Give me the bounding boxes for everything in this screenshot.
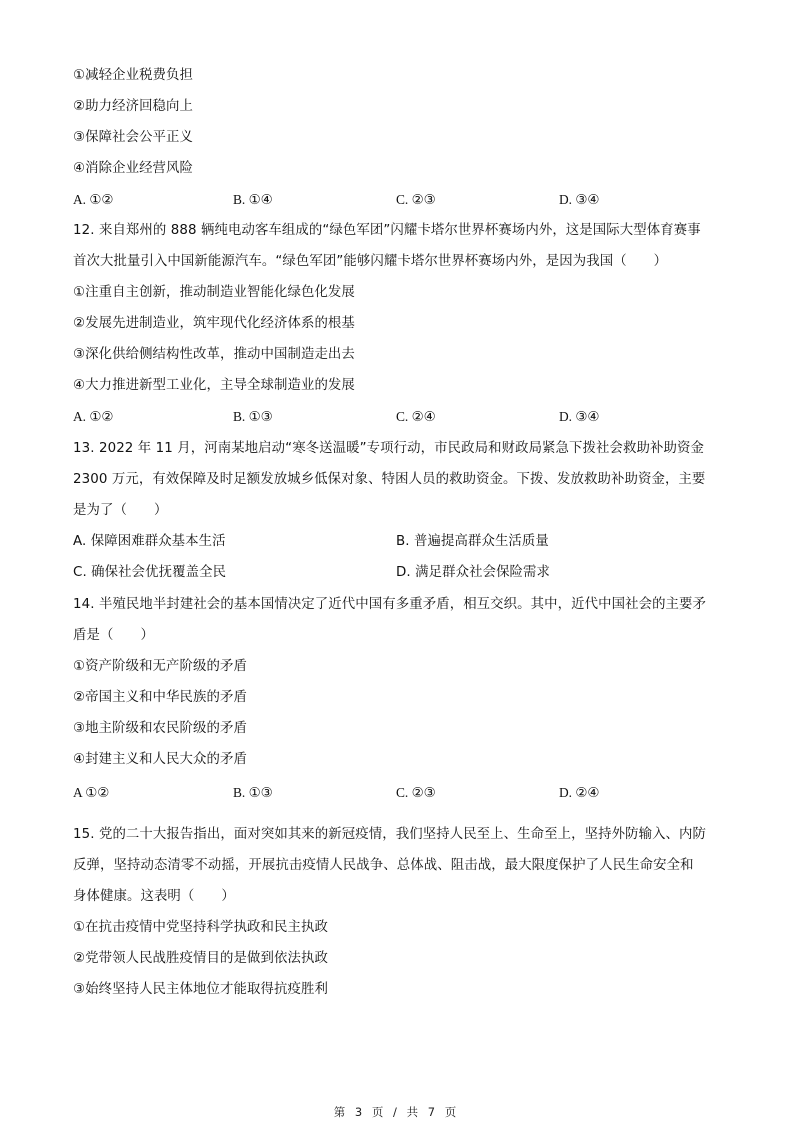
q13-option-c: C. 确保社会优抚覆盖全民 xyxy=(73,565,227,580)
q13-option-d: D. 满足群众社会保险需求 xyxy=(396,565,551,580)
q14-options xyxy=(73,784,733,802)
q14-option-d: D. ②④ xyxy=(559,785,600,800)
q12-option-a: A. ①② xyxy=(73,409,114,424)
q14-item-2: ②帝国主义和中华民族的矛盾 xyxy=(73,690,247,705)
q12-item-3: ③深化供给侧结构性改革，推动中国制造走出去 xyxy=(73,347,355,362)
q11-option-a: A. ①② xyxy=(73,192,114,207)
q15-item-1: ①在抗击疫情中党坚持科学执政和民主执政 xyxy=(73,920,328,935)
q11-option-d: D. ③④ xyxy=(559,192,600,207)
q14-stem-line-1: 14. 半殖民地半封建社会的基本国情决定了近代中国有多重矛盾，相互交织。其中，近代中国社会的主要矛 xyxy=(73,597,707,612)
q11-options xyxy=(73,191,733,209)
q15-item-2: ②党带领人民战胜疫情目的是做到依法执政 xyxy=(73,951,328,966)
q14-item-1: ①资产阶级和无产阶级的矛盾 xyxy=(73,659,247,674)
q13-option-b: B. 普遍提高群众生活质量 xyxy=(396,534,549,549)
q11-item-2: ②助力经济回稳向上 xyxy=(73,99,194,114)
q12-stem-line-1: 12. 来自郑州的 888 辆纯电动客车组成的“绿色军团”闪耀卡塔尔世界杯赛场内外，这是国际大型体育赛事 xyxy=(73,223,701,238)
q15-stem-line-2: 反弹，坚持动态清零不动摇，开展抗击疫情人民战争、总体战、阻击战，最大限度保护了人民生命安全和 xyxy=(73,858,694,873)
q15-item-3: ③始终坚持人民主体地位才能取得抗疫胜利 xyxy=(73,982,328,997)
q14-option-b: B. ①③ xyxy=(233,785,273,800)
q11-item-4: ④消除企业经营风险 xyxy=(73,161,194,176)
q14-stem-line-2: 盾是（ ） xyxy=(73,628,154,643)
q12-option-b: B. ①③ xyxy=(233,409,273,424)
q11-item-3: ③保障社会公平正义 xyxy=(73,130,194,145)
q12-item-1: ①注重自主创新，推动制造业智能化绿色化发展 xyxy=(73,285,355,300)
q14-option-c: C. ②③ xyxy=(396,785,436,800)
q13-stem-line-1: 13. 2022 年 11 月，河南某地启动“寒冬送温暖”专项行动，市民政局和财政局紧急下拨社会救助补助资金 xyxy=(73,441,704,456)
page-number-footer: 第 3 页 / 共 7 页 xyxy=(333,1105,460,1119)
q15-stem-line-1: 15. 党的二十大报告指出，面对突如其来的新冠疫情，我们坚持人民至上、生命至上，坚持外防输入、内防 xyxy=(73,827,707,842)
q15-stem-line-3: 身体健康。这表明（ ） xyxy=(73,889,235,904)
q13-option-a: A. 保障困难群众基本生活 xyxy=(73,534,226,549)
q11-option-b: B. ①④ xyxy=(233,192,273,207)
q12-item-2: ②发展先进制造业，筑牢现代化经济体系的根基 xyxy=(73,316,355,331)
q12-options xyxy=(73,408,733,426)
q12-option-c: C. ②④ xyxy=(396,409,436,424)
q11-option-c: C. ②③ xyxy=(396,192,436,207)
q12-item-4: ④大力推进新型工业化，主导全球制造业的发展 xyxy=(73,378,355,393)
q12-stem-line-2: 首次大批量引入中国新能源汽车。“绿色军团”能够闪耀卡塔尔世界杯赛场内外，是因为我国（ ） xyxy=(73,254,668,269)
q11-item-1: ①减轻企业税费负担 xyxy=(73,68,194,83)
q12-option-d: D. ③④ xyxy=(559,409,600,424)
q14-item-3: ③地主阶级和农民阶级的矛盾 xyxy=(73,721,247,736)
q13-stem-line-3: 是为了（ ） xyxy=(73,503,168,518)
q13-stem-line-2: 2300 万元，有效保障及时足额发放城乡低保对象、特困人员的救助资金。下拨、发放救助补助资金，主要 xyxy=(73,472,706,487)
q14-item-4: ④封建主义和人民大众的矛盾 xyxy=(73,752,247,767)
q14-option-a: A ①② xyxy=(73,785,110,800)
